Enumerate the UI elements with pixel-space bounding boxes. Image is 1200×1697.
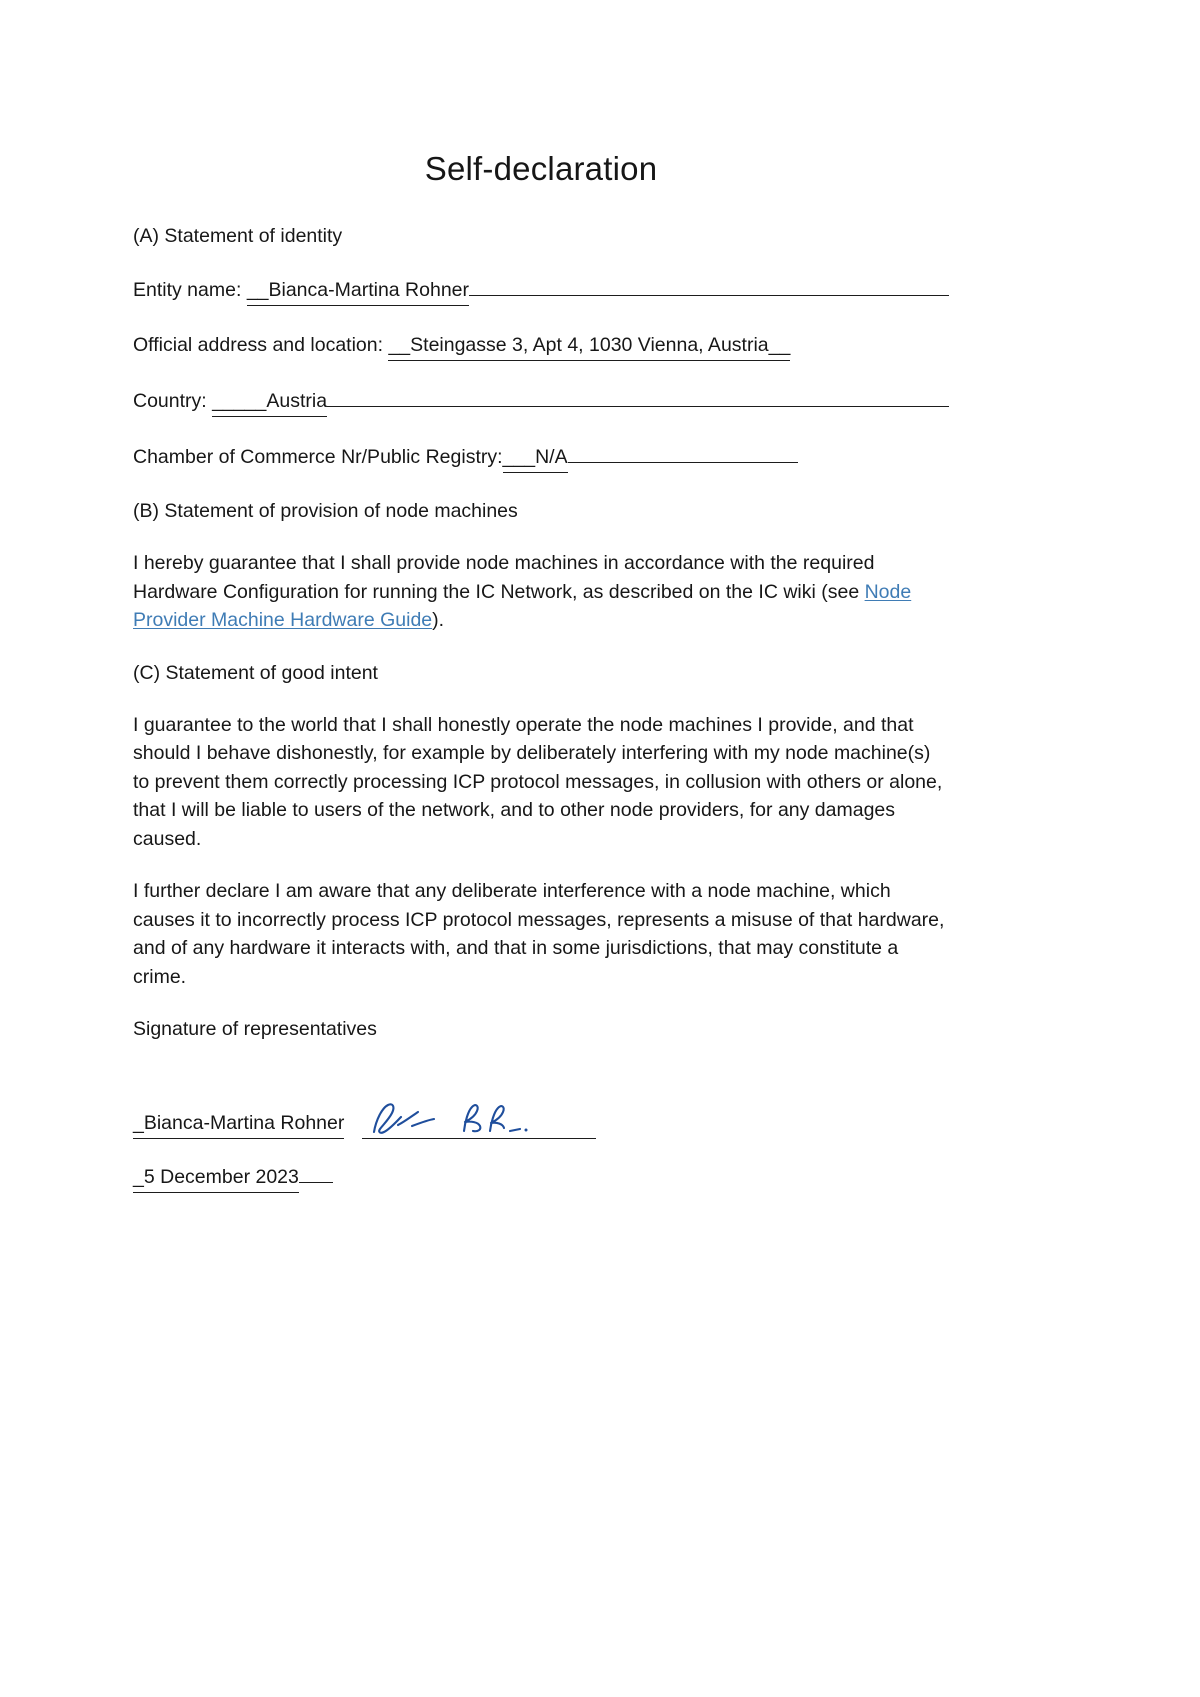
field-official-address-value[interactable]: __Steingasse 3, Apt 4, 1030 Vienna, Austria__ [388, 331, 790, 361]
field-country [133, 385, 949, 417]
signature-name-row [133, 1109, 949, 1139]
section-c-heading: (C) Statement of good intent [133, 661, 378, 684]
field-entity-name [133, 274, 949, 306]
signature-date-value: _5 December 2023 [133, 1163, 299, 1193]
field-country-value[interactable]: _____Austria [212, 387, 327, 417]
section-c-paragraph-2: I further declare I am aware that any deliberate interference with a node machine, which causes it to incorrectly process ICP protocol messages, represents a misuse of that hardware, and of any hardware it interacts with, and that in some jurisdictions, that may constitute a crime. [133, 880, 945, 988]
section-b-paragraph [133, 549, 949, 635]
handwritten-signature-icon [368, 1098, 568, 1142]
field-chamber-of-commerce [133, 441, 949, 473]
field-country-rule [327, 385, 949, 407]
field-entity-name-rule [469, 274, 949, 296]
signature-area [133, 1109, 949, 1193]
field-entity-name-value[interactable]: __Bianca-Martina Rohner [247, 276, 469, 306]
field-chamber-of-commerce-value[interactable]: ___N/A [503, 443, 568, 473]
field-chamber-of-commerce-rule [568, 441, 798, 463]
signature-line[interactable] [362, 1111, 596, 1139]
section-c-paragraph-1: I guarantee to the world that I shall honestly operate the node machines I provide, and that should I behave dishonestly, for example by deliberately interfering with my node machine(s) to prevent them correctly processing ICP protocol messages, in collusion with others or alone, that I will be liable to users of the network, and to other node providers, for any damages caused. [133, 713, 943, 850]
signature-date-row [133, 1161, 949, 1193]
page-title: Self-declaration [424, 150, 658, 187]
signature-name-value: _Bianca-Martina Rohner [133, 1109, 344, 1139]
field-official-address-label: Official address and location: [133, 334, 389, 356]
section-b-text-after-link: ). [432, 609, 445, 631]
field-official-address [133, 330, 949, 361]
field-country-label: Country: [133, 390, 213, 412]
section-b-heading: (B) Statement of provision of node machines [133, 500, 518, 522]
node-provider-hardware-guide-link[interactable]: Node Provider Machine Hardware Guide [133, 580, 912, 631]
signature-heading: Signature of representatives [133, 1018, 377, 1040]
signature-date-rule [299, 1161, 333, 1183]
section-a-heading: (A) Statement of identity [133, 225, 343, 247]
section-b-text-before-link: I hereby guarantee that I shall provide node machines in accordance with the required Hardware Configuration for running the IC Network, as described on the IC wiki (see [133, 552, 875, 603]
field-chamber-of-commerce-label: Chamber of Commerce Nr/Public Registry: [133, 446, 503, 468]
field-entity-name-label: Entity name: [133, 279, 247, 301]
document-content [133, 150, 949, 1193]
